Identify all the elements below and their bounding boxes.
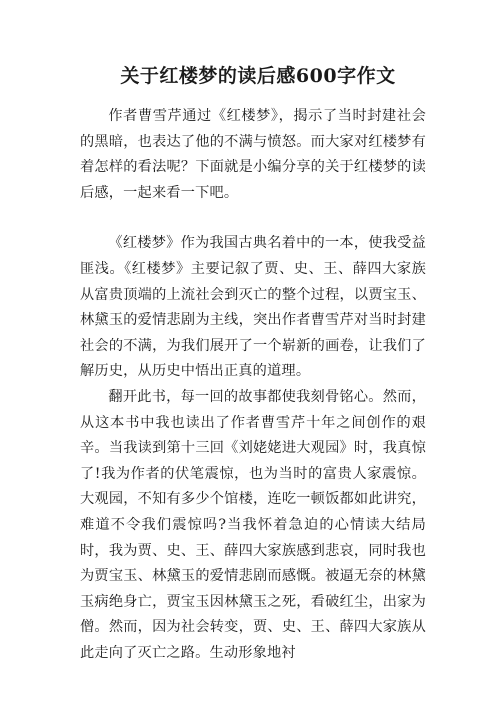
paragraph-intro: 作者曹雪芹通过《红楼梦》，揭示了当时封建社会的黑暗，也表达了他的不满与愤怒。而大家对红楼梦有着怎样的看法呢？下面就是小编分享的关于红楼梦的读后感，一起来看一下吧。 xyxy=(80,108,426,201)
paragraph-reflection: 翻开此书，每一回的故事都使我刻骨铭心。然而，从这本书中我也读出了作者曹雪芹十年之间创作的艰辛。当我读到第十三回《刘姥姥进大观园》时，我真惊了!我为作者的伏笔震惊，也为当时的富贵人家震惊。大观园，不知有多少个馆楼，连吃一顿饭都如此讲究，难道不令我们震惊吗?当我怀着急迫的心情读大结局时，我为贾、史、王、薛四大家族感到悲哀，同时我也为贾宝玉、林黛玉的爱情悲剧而感慨。被逼无奈的林黛玉病绝身亡，贾宝玉因林黛玉之死，看破红尘，出家为僧。然而，因为社会转变，贾、史、王、薛四大家族从此走向了灭亡之路。生动形象地衬 xyxy=(80,388,426,661)
paragraph-summary: 《红楼梦》作为我国古典名着中的一本，使我受益匪浅。《红楼梦》主要记叙了贾、史、王、薛四大家族从富贵顶端的上流社会到灭亡的整个过程，以贾宝玉、林黛玉的爱情悲剧为主线，突出作者曹雪芹对当时封建社会的不满，为我们展开了一个崭新的画卷，让我们了解历史，从历史中悟出正真的道理。 xyxy=(80,235,426,380)
document-title: 关于红楼梦的读后感600字作文 xyxy=(120,65,396,87)
